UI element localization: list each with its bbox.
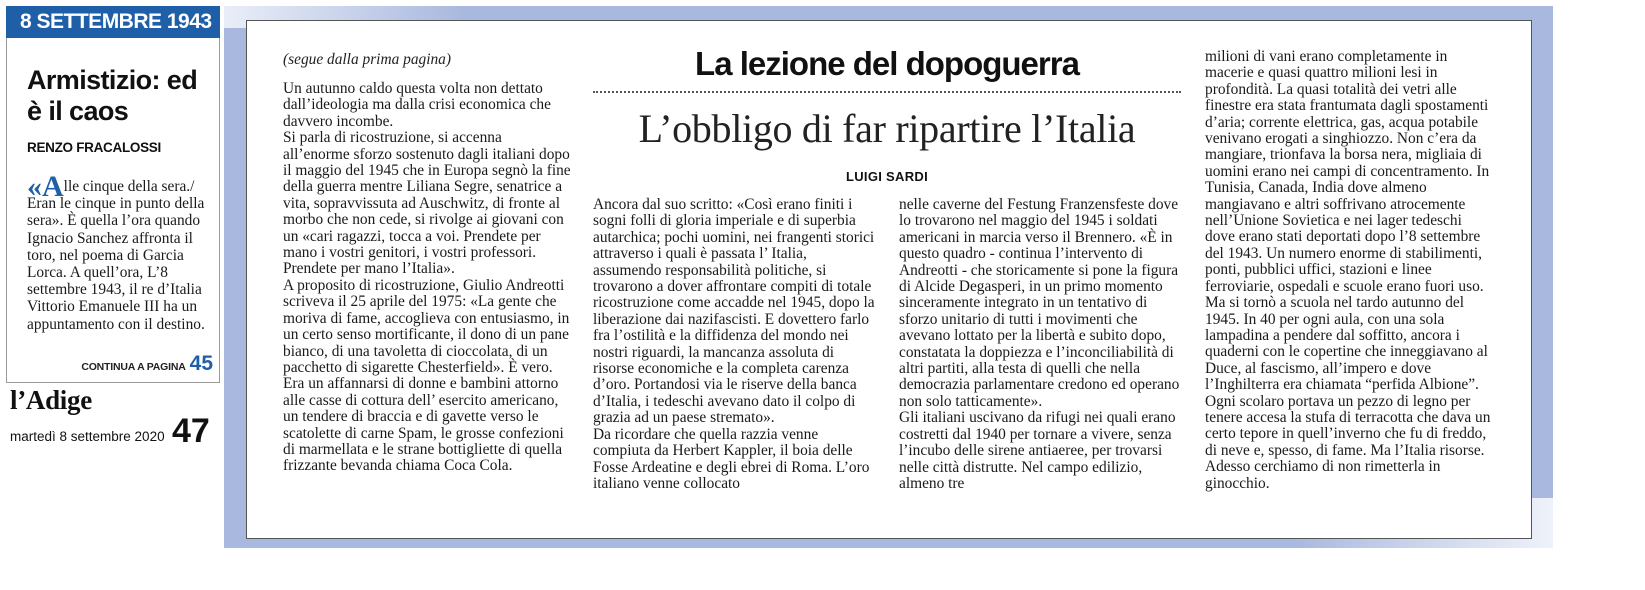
paragraph: Gli italiani uscivano da rifugi nei quali erano costretti dal 1940 per tornare a vivere, senza l’incubo delle sirene antiaeree, per trovarsi nelle città distrutte. Nel campo edilizio, almeno tre [899,409,1176,492]
continua-label[interactable]: CONTINUA A PAGINA [81,361,186,373]
teaser-title[interactable]: Armistizio: ed è il caos [27,65,198,126]
sidebar [6,6,220,383]
byline: LUIGI SARDI [845,169,929,184]
date-banner: 8 SETTEMBRE 1943 [6,6,220,38]
paragraph: A proposito di ricostruzione, Giulio Andreotti scriveva il 25 aprile del 1975: «La gente che moriva di fame, accoglieva con entusiasmo, in un certo senso mortificante, il dono di un pane bianco, di una tavoletta di cioccolata, di un pacchetto di sigarette Chesterfield». È vero. Era un affannarsi di donne e bambini attorno alle casse di cottura dell’ esercito americano, un tendere di braccia e di gavette verso le scatolette di carne Spam, le grosse confezioni di marmellata e le strane bottigliette di quella frizzante bevanda chiama Coca Cola. [283,276,570,475]
dotted-divider [593,91,1181,93]
paragraph: milioni di vani erano completamente in macerie e quasi quattro milioni lesi in profondità. La quasi totalità dei vetri alle finestre era stata frantumata dagli spostamenti d’aria; corrente elettrica, gas, acqua potabile venivano erogati a singhiozzo. Non c’era da mangiare, trionfava la borsa nera, migliaia di uomini erano nei campi di concentramento. In Tunisia, Canada, India dove almeno mangiavano e altri soffrivano atrocemente nell’Unione Sovietica e nei lager tedeschi dove erano stati deportati dopo l’8 settembre del 1943. Un numero enorme di stabilimenti, ponti, pubblici uffici, stazioni e linee ferroviarie, ospedali e scuole erano fuori uso. Ma si tornò a scuola nel tardo autunno del 1945. In 40 per ogni aula, con una sola lampadina a pendere dal soffitto, ancora i quaderni con le copertine che inneggiavano al Duce, al fascismo, all’impero e dove l’Inghilterra era chiamata “perfida Albione”. Ogni scolaro portava un pezzo di legno per tenere accesa la stufa di terracotta che dava un certo tepore in quell’inverno che fu di freddo, di neve e, spesso, di fame. Ma l’Italia risorse. Adesso cerchiamo di non rimetterla in ginocchio. [1205,49,1491,492]
teaser-text: lle cinque della sera./ Eran le cinque in punto della sera». È quella l’ora quando Ignacio Sanchez affronta il toro, nel poema di Garcia Lorca. A quell’ora, L’8 settembre 1943, il re d’Italia Vittorio Emanuele III ha un appuntamento con il destino. [27,178,205,333]
article-column-3 [899,197,1181,492]
headline: L’obbligo di far ripartire l’Italia [638,106,1136,151]
continua-link[interactable] [81,352,213,376]
article [246,20,1532,539]
article-column-4 [1205,49,1495,492]
article-column-1 [283,81,571,475]
paragraph: Da ricordare che quella razzia venne compiuta da Herbert Kappler, il boia delle Fosse Ardeatine e degli ebrei di Roma. L’oro italiano venne collocato [593,425,870,492]
continua-page-number[interactable]: 45 [189,352,213,375]
paragraph: Si parla di ricostruzione, si accenna all’enorme sforzo sostenuto dagli italiani dopo il maggio del 1945 che in Europa segnò la fine della guerra mentre Liliana Segre, senatrice a vita, sopravvissuta ad Auschwitz, di fronte al morbo che non cede, si rivolge ai giovani con un «cari ragazzi, tocca a voi. Prendete per mano i vostri genitori, i vostri professori. Prendete per mano l’Italia». [283,129,571,278]
drop-initial: A [42,170,64,203]
teaser-body [27,170,217,333]
article-frame [224,6,1553,548]
issue-date: martedì 8 settembre 2020 [10,429,165,444]
article-column-2 [593,197,875,492]
quote-mark: « [27,170,42,203]
continued-note: (segue dalla prima pagina) [283,51,451,68]
teaser-box[interactable] [6,38,220,383]
paragraph: Ancora dal suo scritto: «Così erano finiti i sogni folli di gloria imperiale e di superbia autarchica; pochi uomini, nei frangenti storici attraverso i quali è passata l’ Italia, assumendo responsabilità politiche, si trovarono a dover affrontare compiti di totale ricostruzione come accadde nel 1945, dopo la liberazione dai nazifascisti. E dovettero farlo fra l’ostilità e la diffidenza del mondo nei nostri riguardi, la mancanza assoluta di risorse economiche e la completa carenza d’oro. Portandosi via le riserve della banca d’Italia, i tedeschi avevano dato il colpo di grazia ad un paese stremato». [593,197,875,427]
paragraph: nelle caverne del Festung Franzensfeste dove lo trovarono nel maggio del 1945 i soldati americani in marcia verso il Brennero. «È in questo quadro - continua l’intervento di Andreotti - che storicamente si pone la figura di Alcide Degasperi, in un primo momento sinceramente integrato in un tentativo di sforzo unitario di tutti i movimenti che avevano lottato per la libertà e subito dopo, constatata la doppiezza e l’inconciliabilità di altri partiti, alla testa di quelli che nella democrazia parlamentare credono ed operano non solo tatticamente». [899,197,1180,410]
teaser-author: RENZO FRACALOSSI [27,140,161,155]
kicker-title: La lezione del dopoguerra [695,45,1079,82]
page-number: 47 [172,412,210,450]
newspaper-name: l’Adige [10,385,92,415]
paragraph: Un autunno caldo questa volta non dettato dall’ideologia ma dalla crisi economica che davvero incombe. [283,81,551,130]
